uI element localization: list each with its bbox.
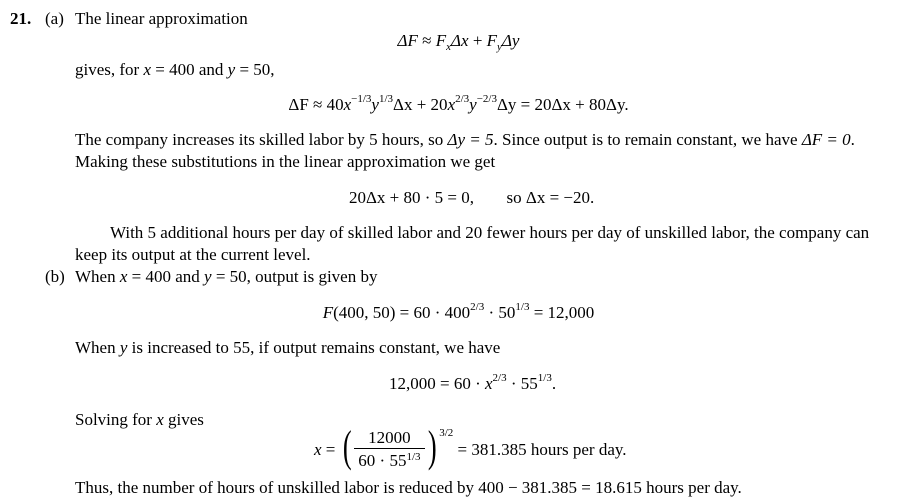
exponent: 1/3 <box>515 301 530 313</box>
var-y: y <box>119 338 128 357</box>
text: gives <box>163 410 204 429</box>
var-y: y <box>204 267 212 286</box>
eq-term: . <box>551 374 557 393</box>
text: is increased to 55, if output remains constant, we have <box>127 338 501 357</box>
text: = 400 and <box>127 267 205 286</box>
text: gives, for <box>75 60 144 79</box>
paragraph-conclusion-a-line2: keep its output at the current level. <box>75 245 311 264</box>
text: = 50, <box>235 60 275 79</box>
text: The company increases its skilled labor by 5 hours, so <box>75 130 448 149</box>
eq-term: ΔF ≈ 40 <box>288 95 344 114</box>
eq-term: ΔF <box>397 31 418 50</box>
exponent: 1/3 <box>537 372 552 384</box>
eq-operator: = <box>321 439 340 459</box>
eq-term: Δy = 20Δx + 80Δy. <box>496 95 629 114</box>
eq-subscript: y <box>497 41 502 53</box>
eq-term: Δx + 20 <box>393 95 448 114</box>
exponent: 1/3 <box>406 451 421 463</box>
inline-math: ΔF = 0 <box>801 130 851 149</box>
denominator <box>354 449 424 469</box>
text: . <box>850 130 855 149</box>
var-x: x <box>156 410 164 429</box>
exponent: −2/3 <box>476 93 497 105</box>
eq-term: 12,000 = 60 · <box>389 374 485 393</box>
exponent: 3/2 <box>439 426 454 439</box>
exponent: 2/3 <box>455 93 470 105</box>
var-y: y <box>371 95 379 114</box>
part-b-line2 <box>75 339 500 356</box>
exponent: 1/3 <box>378 93 394 105</box>
part-b-line3 <box>75 411 204 428</box>
text: . Since output is to remain constant, we have <box>493 130 802 149</box>
text: When <box>75 338 120 357</box>
inline-math: Δy = 5 <box>447 130 494 149</box>
eq-term: · 50 <box>484 303 516 322</box>
eq-term: Δy <box>501 31 520 50</box>
eq-term: · 55 <box>506 374 538 393</box>
equation-solve-x <box>314 424 627 474</box>
equation-constant-output <box>389 372 557 393</box>
var-y: y <box>227 60 236 79</box>
function-name: F <box>322 303 334 322</box>
eq-term: Δx = −20. <box>525 188 595 207</box>
paragraph-conclusion-a-line1: With 5 additional hours per day of skilled labor and 20 fewer hours per day of unskilled labor, the company can <box>110 223 870 242</box>
paragraph-substitution-line2: Making these substitutions in the linear approximation we get <box>75 152 496 171</box>
problem-number: 21. <box>10 9 32 28</box>
eq-operator: + <box>472 31 483 50</box>
equation-partials <box>0 93 917 114</box>
eq-term: F <box>435 31 447 50</box>
var-x: x <box>485 374 493 393</box>
eq-term: (400, 50) = 60 · 400 <box>333 303 471 322</box>
var-x: x <box>314 439 322 459</box>
part-b-label: (b) <box>45 267 65 286</box>
eq-term: F <box>486 31 498 50</box>
text: When <box>75 267 120 286</box>
equation-output-value <box>0 301 917 322</box>
denominator-base: 60 · 55 <box>358 451 407 470</box>
var-y: y <box>469 95 477 114</box>
numerator: 12000 <box>354 429 424 449</box>
eq-result: = 381.385 hours per day. <box>453 439 627 459</box>
text: = 400 and <box>151 60 228 79</box>
eq-term: Δx <box>451 31 469 50</box>
part-b-intro <box>75 268 377 285</box>
equation-solve-dx <box>349 189 594 206</box>
part-a-label: (a) <box>45 9 64 28</box>
left-paren-icon: ( <box>342 422 352 471</box>
exponent: 2/3 <box>492 372 507 384</box>
text: = 50, output is given by <box>211 267 378 286</box>
var-x: x <box>143 60 152 79</box>
paragraph-substitution-line1 <box>75 131 855 148</box>
part-b-conclusion: Thus, the number of hours of unskilled labor is reduced by 400 − 381.385 = 18.615 hours per day. <box>75 478 742 497</box>
eq-operator: ≈ <box>422 31 432 50</box>
var-x: x <box>447 95 456 114</box>
gives-line <box>75 61 275 78</box>
var-x: x <box>119 267 128 286</box>
part-a-intro: The linear approximation <box>75 9 248 28</box>
exponent: −1/3 <box>351 93 372 105</box>
eq-term: 20Δx + 80 · 5 = 0, <box>349 188 475 207</box>
eq-subscript: x <box>446 41 452 53</box>
right-paren-icon: ) <box>427 422 437 471</box>
fraction <box>354 429 424 469</box>
text: so <box>506 188 522 207</box>
var-x: x <box>343 95 352 114</box>
eq-term: = 12,000 <box>529 303 595 322</box>
equation-linear-approximation <box>0 31 917 53</box>
text: Solving for <box>75 410 157 429</box>
exponent: 2/3 <box>470 301 485 313</box>
